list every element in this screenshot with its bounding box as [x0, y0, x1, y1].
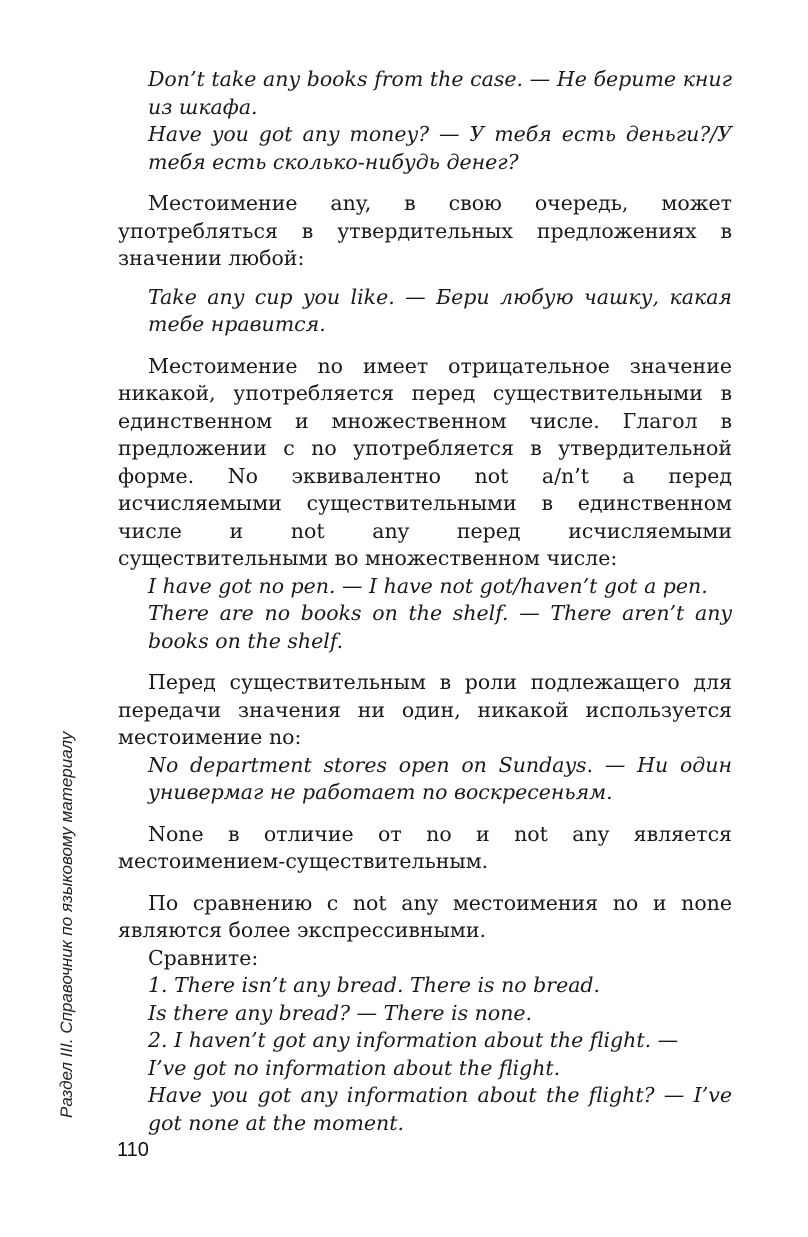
page-body [118, 66, 732, 1137]
section-side-label: Раздел III. Справочник по языковому материалу [57, 731, 76, 1118]
paragraph: Местоимение no имеет отрицательное значение никакой, употребляется перед существительными в единственном и множественном числе. Глагол в предложении с no употребляется в утвердительной форме. No эквивалентно not a/n’t a перед исчисляемыми существительными в единственном числе и not any перед исчисляемыми существительными во множественном числе: [118, 353, 732, 570]
example-sentence: Have you got any information about the flight? — I’ve got none at the moment. [148, 1083, 732, 1135]
example-sentence: Don’t take any books from the case. — Не берите книг из шкафа. [148, 67, 732, 119]
paragraph: По сравнению с not any местоимения no и none являются более экспрессивными. [118, 890, 732, 942]
example-sentence: No department stores open on Sundays. — Ни один универмаг не работает по воскресеньям. [148, 752, 732, 804]
paragraph: Перед существительным в роли подлежащего для передачи значения ни один, никакой используется местоимение no: [118, 670, 732, 749]
example-sentence: There are no books on the shelf. — There aren’t any books on the shelf. [148, 601, 732, 653]
example-sentence: Is there any bread? — There is none. [148, 1000, 533, 1025]
example-sentence: 1. There isn’t any bread. There is no bread. [148, 973, 601, 997]
compare-label: Сравните: [148, 945, 259, 970]
example-sentence: Have you got any money? — У тебя есть деньги?/У тебя есть сколько-нибудь денег? [148, 122, 732, 174]
example-sentence: I’ve got no information about the flight. [148, 1055, 561, 1080]
example-sentence: I have got no pen. — I have not got/haven’t got a pen. [148, 573, 708, 598]
example-sentence: Take any cup you like. — Бери любую чашку, какая тебе нравится. [148, 284, 732, 336]
paragraph: None в отличие от no и not any является местоимением-существительным. [118, 821, 732, 873]
page-number: 110 [117, 1139, 149, 1161]
paragraph: Местоимение any, в свою очередь, может употребляться в утвердительных предложениях в значении любой: [118, 191, 732, 270]
example-sentence: 2. I haven’t got any information about the flight. — [148, 1028, 679, 1052]
